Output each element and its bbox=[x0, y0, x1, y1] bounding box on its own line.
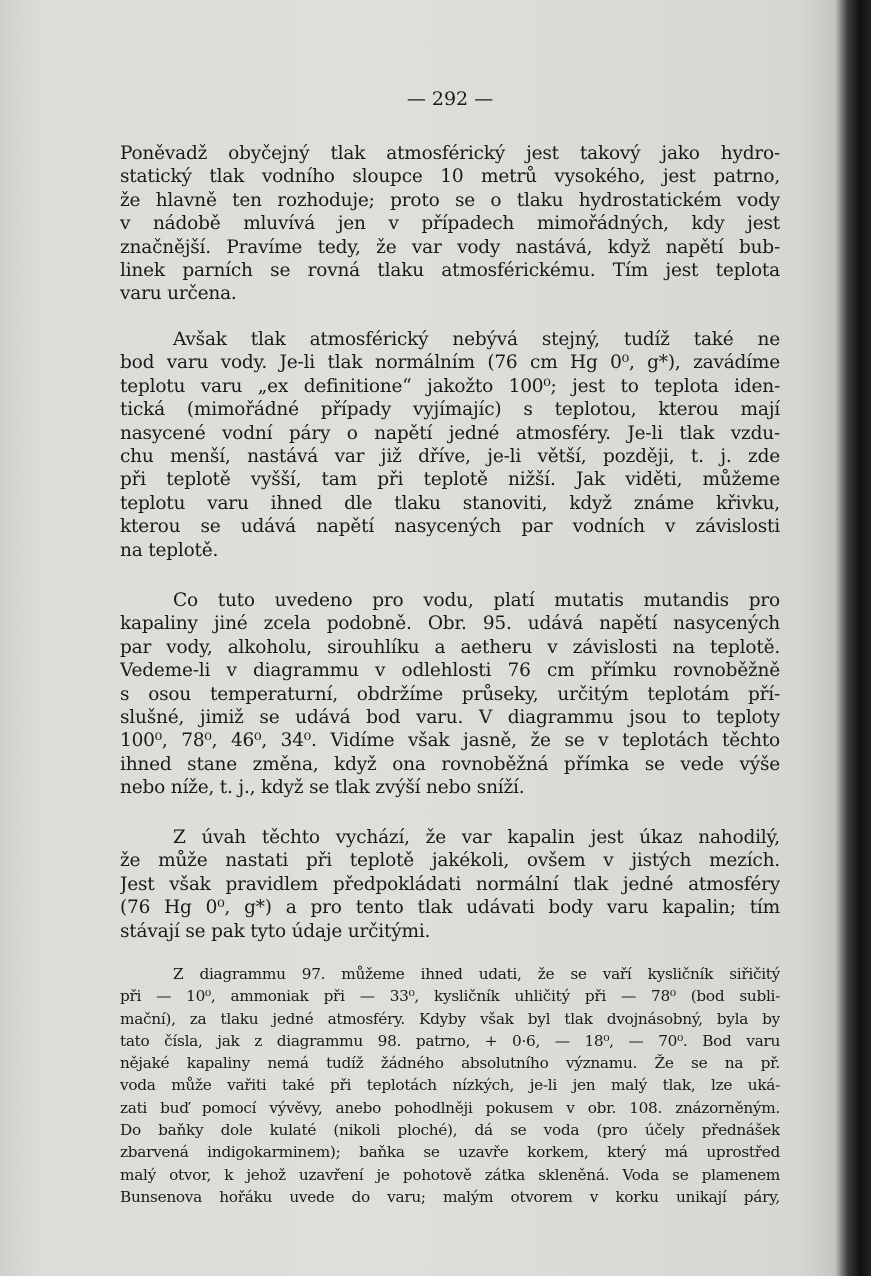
text-line: malý otvor, k jehož uzavření je pohotově zátka skleněná. Voda se plamenem bbox=[120, 1165, 780, 1184]
text-line: statický tlak vodního sloupce 10 metrů vysokého, jest patrno, bbox=[120, 166, 780, 188]
text-line: Z diagrammu 97. můžeme ihned udati, že se vaří kysličník siřičitý bbox=[173, 965, 780, 983]
text-line: že hlavně ten rozhoduje; proto se o tlaku hydrostatickém vody bbox=[120, 189, 780, 211]
text-line: nějaké kapaliny nemá tudíž žádného absolutního významu. Že se na př. bbox=[120, 1054, 780, 1073]
text-line: par vody, alkoholu, sirouhlíku a aetheru v závislosti na teplotě. bbox=[120, 636, 780, 658]
text-line: linek parních se rovná tlaku atmosférickému. Tím jest teplota bbox=[120, 259, 780, 281]
text-line: Jest však pravidlem předpokládati normální tlak jedné atmosféry bbox=[120, 873, 780, 895]
text-line: při teplotě vyšší, tam při teplotě nižší. Jak viděti, můžeme bbox=[120, 469, 780, 491]
text-line: značnější. Pravíme tedy, že var vody nastává, když napětí bub- bbox=[120, 236, 780, 258]
text-line: 100⁰, 78⁰, 46⁰, 34⁰. Vidíme však jasně, že se v teplotách těchto bbox=[120, 730, 780, 752]
text-line: mační), za tlaku jedné atmosféry. Kdyby však byl tlak dvojnásobný, byla by bbox=[120, 1009, 780, 1028]
text-line: nasycené vodní páry o napětí jedné atmosféry. Je-li tlak vzdu- bbox=[120, 422, 780, 444]
text-line: kterou se udává napětí nasycených par vodních v závislosti bbox=[120, 516, 780, 538]
text-line: teplotu varu „ex definitione“ jakožto 100⁰; jest to teplota iden- bbox=[120, 375, 780, 397]
paragraph-4 bbox=[120, 826, 780, 943]
paragraph-5-small-print bbox=[120, 963, 780, 1208]
text-line: že může nastati při teplotě jakékoli, ovšem v jistých mezích. bbox=[120, 850, 780, 872]
text-line: stávají se pak tyto údaje určitými. bbox=[120, 920, 431, 942]
text-line: varu určena. bbox=[120, 283, 237, 305]
text-line: zati buď pomocí vývěvy, anebo pohodlněji pokusem v obr. 108. znázorněným. bbox=[120, 1098, 780, 1117]
text-line: kapaliny jiné zcela podobně. Obr. 95. udává napětí nasycených bbox=[120, 613, 780, 635]
text-line: tická (mimořádné případy vyjímajíc) s teplotou, kterou mají bbox=[120, 399, 780, 421]
text-line: tato čísla, jak z diagrammu 98. patrno, + 0·6, — 18⁰, — 70⁰. Bod varu bbox=[120, 1031, 780, 1050]
text-line: nebo níže, t. j., když se tlak zvýší nebo sníží. bbox=[120, 777, 525, 799]
text-line: bod varu vody. Je-li tlak normálním (76 cm Hg 0⁰, g*), zavádíme bbox=[120, 352, 780, 374]
text-line: Poněvadž obyčejný tlak atmosférický jest takový jako hydro- bbox=[120, 143, 780, 164]
paragraph-3 bbox=[120, 589, 780, 800]
text-line: slušné, jimiž se udává bod varu. V diagrammu jsou to teploty bbox=[120, 706, 780, 728]
page-number: — 292 — bbox=[406, 88, 494, 110]
text-line: Vedeme-li v diagrammu v odlehlosti 76 cm přímku rovnoběžně bbox=[120, 660, 780, 682]
text-line: ihned stane změna, když ona rovnoběžná přímka se vede výše bbox=[120, 753, 780, 775]
text-line: voda může vařiti také při teplotách nízkých, je-li jen malý tlak, lze uká- bbox=[120, 1076, 780, 1095]
paragraph-1 bbox=[120, 142, 780, 306]
text-line: v nádobě mluvívá jen v případech mimořádných, kdy jest bbox=[120, 213, 780, 235]
text-line: při — 10⁰, ammoniak při — 33⁰, kysličník uhličitý při — 78⁰ (bod subli- bbox=[120, 987, 780, 1006]
text-line: Co tuto uvedeno pro vodu, platí mutatis mutandis pro bbox=[173, 590, 780, 611]
text-line: (76 Hg 0⁰, g*) a pro tento tlak udávati body varu kapalin; tím bbox=[120, 897, 780, 919]
text-line: s osou temperaturní, obdržíme průseky, určitým teplotám pří- bbox=[120, 683, 780, 705]
text-line: na teplotě. bbox=[120, 539, 219, 561]
text-line: zbarvená indigokarminem); baňka se uzavře korkem, který má uprostřed bbox=[120, 1143, 780, 1162]
text-line: Do baňky dole kulaté (nikoli ploché), dá se voda (pro účely přednášek bbox=[120, 1121, 780, 1140]
text-line: Avšak tlak atmosférický nebývá stejný, tudíž také ne bbox=[173, 329, 780, 350]
text-line: chu menší, nastává var již dříve, je-li větší, později, t. j. zde bbox=[120, 445, 780, 467]
text-line: teplotu varu ihned dle tlaku stanoviti, když známe křivku, bbox=[120, 492, 780, 514]
text-line: Z úvah těchto vychází, že var kapalin jest úkaz nahodilý, bbox=[173, 827, 780, 848]
text-line: Bunsenova hořáku uvede do varu; malým otvorem v korku unikají páry, bbox=[120, 1187, 780, 1206]
paragraph-2 bbox=[120, 328, 780, 562]
